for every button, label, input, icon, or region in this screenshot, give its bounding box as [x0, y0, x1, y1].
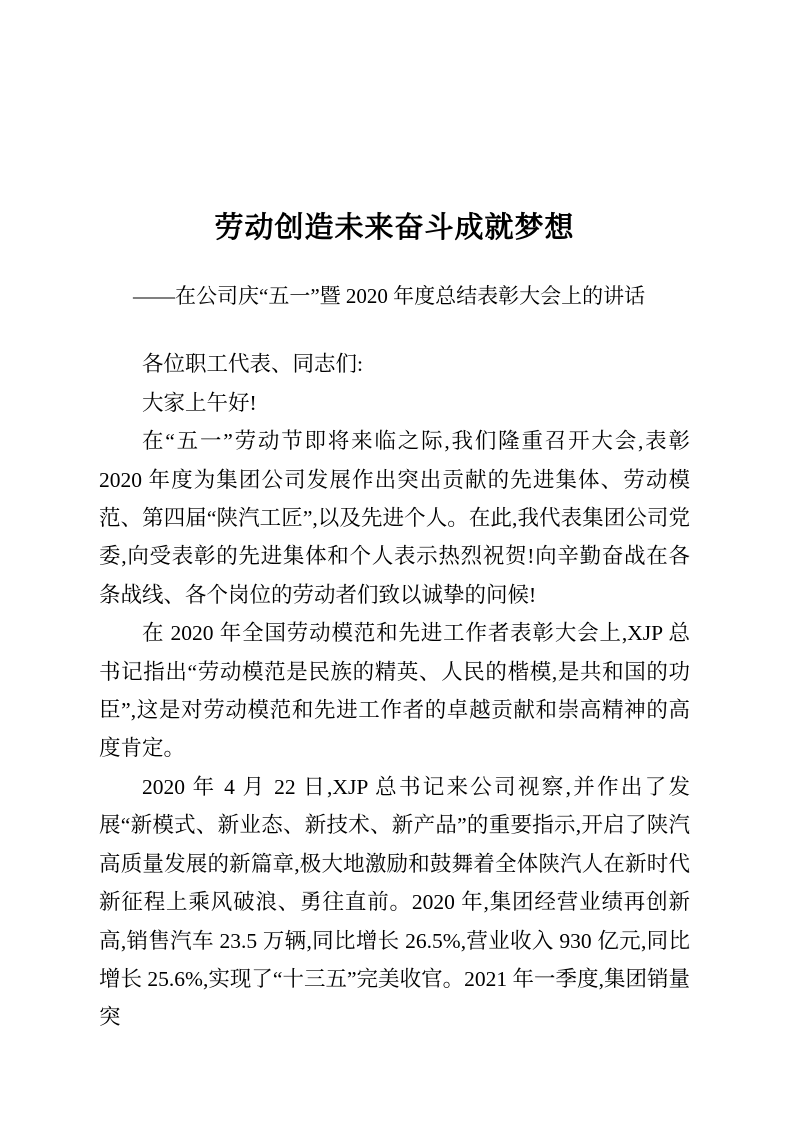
- greeting-paragraph: 大家上午好!: [142, 390, 257, 415]
- document-subtitle: ——在公司庆“五一”暨 2020 年度总结表彰大会上的讲话: [133, 284, 646, 308]
- document-body: [99, 345, 690, 1036]
- document-title: 劳动创造未来奋斗成就梦想: [214, 212, 575, 244]
- salutation-paragraph: 各位职工代表、同志们:: [142, 352, 363, 377]
- body-paragraph: 在 2020 年全国劳动模范和先进工作者表彰大会上,XJP 总书记指出“劳动模范是民族的精英、人民的楷模,是共和国的功臣”,这是对劳动模范和先进工作者的卓越贡献和崇高精神的高度肯定。: [99, 621, 690, 761]
- body-paragraph: 2020 年 4 月 22 日,XJP 总书记来公司视察,并作出了发展“新模式、新业态、新技术、新产品”的重要指示,开启了陕汽高质量发展的新篇章,极大地激励和鼓舞着全体陕汽人在新时代新征程上乘风破浪、勇往直前。2020 年,集团经营业绩再创新高,销售汽车 23.5 万辆,同比增长 26.5%,营业收入 930 亿元,同比增长 25.6%,实现了“十三五”完美收官。2021 年一季度,集团销量突: [99, 774, 690, 1030]
- body-paragraph: 在“五一”劳动节即将来临之际,我们隆重召开大会,表彰 2020 年度为集团公司发展作出突出贡献的先进集体、劳动模范、第四届“陕汽工匠”,以及先进个人。在此,我代表集团公司党委,向受表彰的先进集体和个人表示热烈祝贺!向辛勤奋战在各条战线、各个岗位的劳动者们致以诚挚的问候!: [99, 429, 690, 607]
